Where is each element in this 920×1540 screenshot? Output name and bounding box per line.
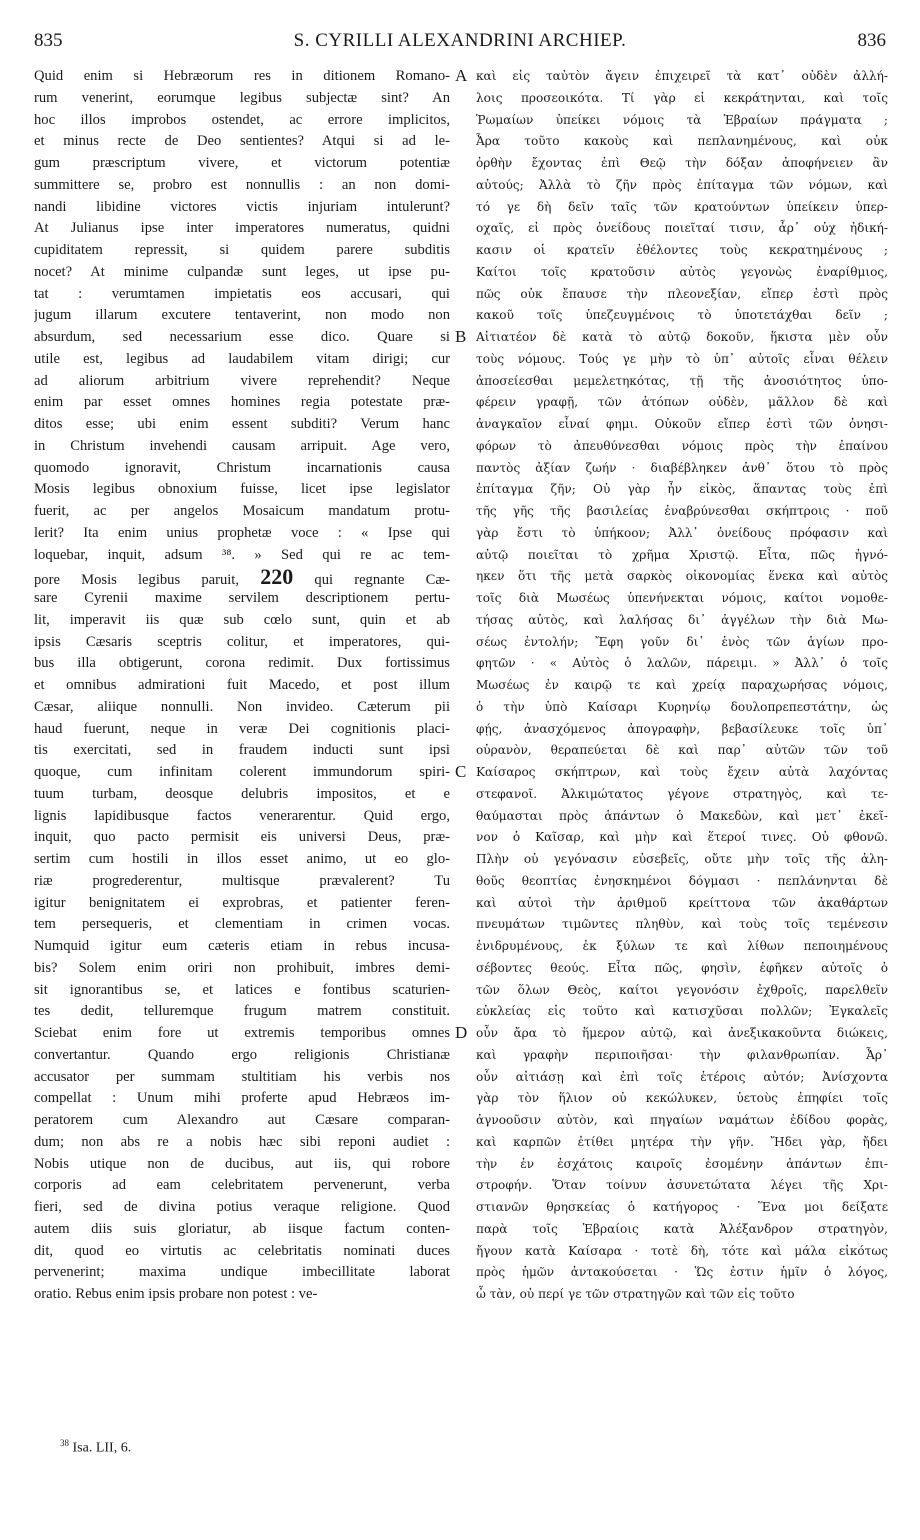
latin-line: peratorem cum Alexandro aut Cæsare comparan-	[34, 1112, 450, 1128]
latin-line: cupiditatem repressit, si quidem parere subditis	[34, 242, 450, 258]
latin-line: autem diis suis gloriatur, ab iisque factum conten-	[34, 1220, 450, 1237]
greek-line: Καίσαρος σκήπτρων, καὶ τοὺς ἔχειν αὐτὰ λαχόντας	[476, 765, 888, 779]
latin-line: utile est, legibus ad laudabilem vitam dirigi; cur	[34, 350, 450, 367]
latin-line: ipsis Cæsaris sceptris colitur, et imperatores, qui-	[34, 633, 450, 650]
greek-line: θαύμασται πρὸς ἁπάντων ὁ Μακεδὼν, καὶ μετ᾽ ἐκεῖ-	[476, 808, 888, 823]
latin-line: sertim cum hostili in illos esset animo, ut eo glo-	[34, 851, 450, 867]
footnote-number: 38	[60, 1438, 69, 1448]
latin-line: tes dedit, telluremque frugum matrem constituit.	[34, 1003, 450, 1020]
greek-column	[476, 66, 888, 1306]
latin-line: igitur benignitatem ei exprobras, et patienter feren-	[34, 894, 450, 911]
greek-line: φέρειν γραφῇ, τῶν ἀτόπων οὐδὲν, μᾶλλον δὲ καὶ	[476, 395, 888, 410]
section-marker-c: C	[455, 762, 467, 781]
latin-line: Mosis legibus obnoxium fuisse, licet ipse legislator	[34, 481, 450, 498]
latin-line: tat : verumtamen impietatis eos accusari, qui	[34, 285, 450, 302]
greek-line: τήσας αὐτὸς, καὶ λαλήσας δι᾽ ἀγγέλων τὴν διὰ Μω-	[476, 612, 888, 627]
latin-line: convertantur. Quando ergo religionis Christianæ	[34, 1046, 450, 1063]
page-header	[34, 30, 886, 60]
greek-line: στροφήν. Ὅταν τοίνυν ἀσυνετώτατα λέγει τῆς Χρι-	[476, 1178, 888, 1193]
greek-line: Ῥωμαίων ὑπείκει νόμοις τὰ Ἑβραίων πράγματα ;	[476, 112, 888, 127]
greek-line: γὰρ τὸν ἥλιον οὐ κεκώλυκεν, ὑετοὺς ἐπηφίει τοῖς	[476, 1091, 888, 1106]
column-number-marker: 220	[260, 566, 294, 588]
latin-column	[34, 66, 450, 1306]
footnote-text: Isa. LII, 6.	[72, 1440, 132, 1456]
greek-line: Καίτοι τοῖς κρατοῦσιν αὐτὸς γεγονὼς ἐναρίθμιος,	[476, 264, 888, 279]
section-marker-a: A	[455, 66, 468, 85]
latin-line: et minus recte de Deo sentientes? Atqui si ad le-	[34, 133, 450, 150]
greek-line: καὶ εἰς ταὐτὸν ἄγειν ἐπιχειρεῖ τὰ κατ᾽ οὐδὲν ἀλλή-	[476, 69, 888, 83]
greek-line: πρὸς ἡμῶν ἀντακούσεται · Ὥς ἐστιν ἡμῖν ὁ λόγος,	[476, 1265, 888, 1280]
latin-line: compellat : Unum mihi proferte apud Hebræos im-	[34, 1090, 450, 1107]
latin-line: rum venerint, eorumque legibus subjectæ sint? An	[34, 89, 450, 106]
latin-line: inquit, quo pacto permisit eis universi Deus, præ-	[34, 829, 450, 846]
latin-line: nocet? At minime culpandæ sunt leges, ut ipse pu-	[34, 263, 450, 280]
latin-line: jugum illarum excutere tentaverint, non modo non	[34, 307, 450, 324]
greek-line: τό γε δὴ δεῖν ταῖς τῶν κρατούντων ὑπείκειν ὑπερ-	[476, 199, 888, 214]
latin-line: dum; non abs re a nobis hæc sibi reponi audiet :	[34, 1133, 450, 1150]
latin-line: enim par esset omnes homines regia potestate præ-	[34, 394, 450, 411]
greek-line: ηκεν ὅτι τῆς μετὰ σαρκὸς οἰκονομίας ἕνεκα καὶ αὐτὸς	[476, 569, 888, 584]
latin-line: dit, quod eo virtutis ac celebritatis nominati duces	[34, 1242, 450, 1259]
greek-line: παντὸς ἀξίαν ζωήν · διαβέβληκεν ἀνθ᾽ ὅτου τὸ πρὸς	[476, 460, 888, 475]
latin-line: Numquid igitur eum cæteris etiam in rebus incusa-	[34, 938, 450, 954]
greek-line: πῶς οὐκ ἔπαυσε τὴν πλεονεξίαν, εἴπερ ἐστὶ πρὸς	[476, 286, 888, 301]
latin-line: gum præscriptum vivere, et victorum potentiæ	[34, 155, 450, 171]
latin-line: in Christum invehendi causam arripuit. Age vero,	[34, 437, 450, 454]
right-column-number: 836	[857, 30, 886, 51]
left-column-number: 835	[34, 30, 63, 51]
greek-line: ἐνιδρυμένους, ἐκ ξύλων τε καὶ λίθων πεποιημένους	[476, 939, 888, 953]
latin-line: bis? Solem enim oriri non prohibuit, imbres demi-	[34, 959, 450, 976]
greek-line: καὶ αὐτοὶ τὴν ἀριθμοῦ κρείττονα τῶν ἀκαθάρτων	[476, 895, 888, 910]
latin-line: haud fuerunt, neque in veræ Dei cognitionis placi-	[34, 720, 450, 737]
latin-line: fuerit, ac per angelos Mosaicum mandatum protu-	[34, 503, 450, 519]
greek-line: στεφανοῖ. Ἀλκιμώτατος γέγονε στρατηγὸς, καὶ τε-	[476, 786, 888, 801]
latin-line: tis exercitati, sed in fraudem inducti sunt ipsi	[34, 742, 450, 759]
greek-line: ἐπίταγμα ζῆν; Οὐ γὰρ ἦν εἰκὸς, ἅπαντας τοὺς ἐπὶ	[476, 482, 888, 497]
greek-line: σέως ἐντολήν; Ἔφη γοῦν δι᾽ ἑνὸς τῶν ἁγίων προ-	[476, 634, 888, 649]
greek-line: κασιν οἱ κρατεῖν ἐθέλοντες τοὺς κεκρατημένους ;	[476, 243, 888, 257]
greek-line: νον ὁ Καῖσαρ, καὶ μὴν καὶ ἕτεροί τινες. Οὐ φθονῶ.	[476, 830, 888, 845]
greek-line: τὴν ἐν ἐσχάτοις καιροῖς ἐσομένην ἁπάντων ἐπι-	[476, 1156, 888, 1171]
greek-line: ὦ τὰν, οὐ περί γε τῶν στρατηγῶν καὶ τῶν εἰς τοῦτο	[476, 1287, 795, 1301]
greek-line: τοῖς διὰ Μωσέως ὑπενήνεκται νόμοις, καίτοι νομοθε-	[476, 591, 888, 605]
greek-line: παρὰ τοῖς Ἑβραίοις κατὰ Ἀλέξανδρον στρατηγὸν,	[476, 1221, 888, 1236]
latin-line: sit ignorantibus se, et latices e fontibus scaturien-	[34, 981, 450, 998]
section-marker-b: B	[455, 327, 467, 346]
greek-line: τῆς γῆς τῆς βασιλείας ἐναβρύνεσθαι σκήπτροις · ποῦ	[476, 504, 888, 518]
greek-line: ὁ τὴν ὑπὸ Καίσαρι Κυρηνίῳ δουλοπρεπεστάτην, ὡς	[476, 699, 888, 714]
latin-line: nandi libidine victores victis injuriam intulerunt?	[34, 198, 450, 215]
section-marker-d: D	[455, 1023, 468, 1042]
greek-line: στιανῶν θρησκείας ὁ κατήγορος · Ἕνα μοι δείξατε	[476, 1200, 888, 1214]
greek-line: οὖν ἄρα τὸ ἥμερον αὐτῷ, καὶ ἀνεξικακοῦντα διώκεις,	[476, 1026, 888, 1040]
latin-line: Nobis utique non de ducibus, aut iis, qui robore	[34, 1155, 450, 1172]
latin-line: quoque, cum infinitam colerent immundorum spiri-	[34, 764, 450, 780]
greek-line: σέβοντες θεούς. Εἶτα πῶς, φησὶν, ἐφῆκεν αὐτοῖς ὁ	[476, 960, 888, 975]
greek-line: ἀναγκαῖον εἶναί φημι. Οὐκοῦν εἴπερ ἐστὶ τῶν ὀνησι-	[476, 417, 888, 431]
latin-line: lit, imperavit iis quæ sub cœlo sunt, quin et ab	[34, 611, 450, 628]
greek-line: Μωσέως ἐν καιρῷ τε καὶ χρείᾳ παραχωρήσας νόμοις,	[476, 678, 888, 692]
latin-line: Sciebat enim fore ut extremis temporibus omnes	[34, 1025, 450, 1041]
greek-line: τοὺς νόμους. Τούς γε μὴν τὸ ὑπ᾽ αὐτοῖς εἶναι θέλειν	[476, 351, 888, 366]
greek-line: φητῶν · « Αὐτὸς ὁ λαλῶν, πάρειμι. » Ἀλλ᾽ ὁ τοῖς	[476, 656, 888, 671]
latin-line: quomodo ignoravit, Christum incarnationis causa	[34, 459, 450, 476]
latin-line-text: pore Mosis legibus paruit,	[34, 572, 240, 588]
latin-line: tuum turbam, deosque delubris impositos, et e	[34, 785, 450, 802]
latin-line: fieri, sed de divina potius veraque religione. Quod	[34, 1199, 450, 1215]
latin-line: et omnibus admirationi fuit Macedo, et post illum	[34, 677, 450, 693]
latin-line: tem persequeris, et clementiam in crimen vocas.	[34, 916, 450, 933]
greek-line: γὰρ ἔστι τὸ ὑπήκοον; Ἀλλ᾽ ὀνείδους πρόφασιν καὶ	[476, 525, 888, 540]
latin-line: At Julianus ipse inter imperatores numeratus, quidni	[34, 220, 450, 237]
greek-line: αὐτούς; Ἀλλὰ τὸ ζῆν πρὸς ἐπίταγμα τῶν νόμων, καὶ	[476, 177, 888, 192]
greek-line: Ἆρα τοῦτο κακοὺς καὶ πεπλανημένους, καὶ οὐκ	[476, 134, 888, 149]
latin-line: loquebar, inquit, adsum ³⁸. » Sed qui re ac tem-	[34, 546, 450, 563]
greek-line: ἀποσείεσθαι μεμελετηκότας, τῇ τῆς ἀνοσιότητος ὑπο-	[476, 373, 888, 388]
latin-line: pervenerint; maxima undique imbecillitate laborat	[34, 1264, 450, 1281]
latin-line: Quid enim si Hebræorum res in ditionem Romano-	[34, 68, 450, 84]
latin-line: riæ progrederentur, multisque prævalerent? Tu	[34, 872, 450, 889]
greek-line: οὐρανὸν, θεραπεύεται δὲ καὶ παρ᾽ αὐτῶν τῶν τοῦ	[476, 743, 888, 758]
latin-line: sare Cyrenii maxime servilem descriptionem pertu-	[34, 590, 450, 606]
greek-line: φῄς, ἀνασχόμενος ἀπογραφὴν, βεβασίλευκε τοῖς ὑπ᾽	[476, 721, 888, 736]
latin-line: ad aliorum arbitrium vivere reprehendit? Neque	[34, 372, 450, 389]
greek-line: θοῦς θεοπτίας ἐνησκημένοι δόγμασι · πεπλάνηνται δὲ	[476, 873, 888, 888]
latin-line-tail: qui regnante Cæ-	[314, 572, 450, 588]
latin-line: hoc illos improbos ostendet, ac errore implicitos,	[34, 111, 450, 128]
latin-line: lignis lapidibusque factos venerarentur. Quid ergo,	[34, 807, 450, 824]
greek-line: κακοῦ τοῖς ὑπεζευγμένοις τὸ ὑποτετάχθαι δεῖν ;	[476, 308, 888, 323]
latin-line: oratio. Rebus enim ipsis probare non potest : ve-	[34, 1286, 318, 1302]
latin-line	[34, 566, 450, 588]
latin-line: accusator per summam stultitiam his verbis nos	[34, 1068, 450, 1085]
latin-line: summittere se, probro est nonnullis : an non domi-	[34, 176, 450, 193]
latin-line: lerit? Ita enim unius prophetæ voce : « Ipse qui	[34, 524, 450, 541]
greek-line: οχαῖς, εἰ πρὸς ὀνείδους ποιεῖταί τισιν, ἆρ᾽ οὐχ ἠδική-	[476, 221, 888, 236]
greek-line: οὖν αἰτιάσῃ καὶ ἐπὶ τοῖς ἑτέροις αὐτόν; Ἀνίσχοντα	[476, 1069, 888, 1084]
greek-line: ἤγουν κατὰ Καίσαρα · τοτὲ δὴ, τότε καὶ μάλα εἰκότως	[476, 1243, 888, 1258]
greek-line: αὐτῷ ποιεῖται τὸ χρῆμα Χριστῷ. Εἶτα, πῶς ἠγνό-	[476, 547, 888, 562]
greek-line: τῶν ὅλων Θεὸς, καίτοι γεγονόσιν ἐχθροῖς, παρελθεῖν	[476, 982, 888, 997]
greek-line: Αἰτιατέον δὲ κατὰ τὸ αὐτῷ δοκοῦν, ἥκιστα μὲν οὖν	[476, 330, 888, 344]
latin-line: corporis ad eam celebritatem pervenerunt, verba	[34, 1177, 450, 1194]
greek-line: φόρων τὸ ἀπευθύνεσθαι νόμοις πρὸς τὴν ἐπαίνου	[476, 438, 888, 453]
running-title: S. CYRILLI ALEXANDRINI ARCHIEP.	[293, 30, 627, 51]
greek-line: εὐκλείας εἰς τοῦτο καὶ κατισχῦσαι πολλῶν; Ἐγκαλεῖς	[476, 1004, 888, 1019]
latin-line: bus illa obtigerunt, corona redimit. Dux fortissimus	[34, 655, 450, 672]
latin-line: ditos esse; ubi enim essent subditi? Verum hanc	[34, 416, 450, 432]
greek-line: Πλὴν οὐ γεγόνασιν εὐσεβεῖς, οὔτε μὴν τοῖς τῆς ἀλη-	[476, 852, 888, 866]
greek-line: πνευμάτων τιμῶντες πληθὺν, καὶ τοὺς τοῖς τεμένεσιν	[476, 917, 888, 932]
latin-line: Cæsar, aliique nonnulli. Non invideo. Cæterum pii	[34, 698, 450, 715]
latin-line: absurdum, sed necessarium esse dico. Quare si	[34, 329, 450, 345]
greek-line: ὀρθὴν ἔχοντας ἐπὶ Θεῷ τὴν δόξαν ἀποφήνειεν ἂν	[476, 156, 888, 170]
greek-line: καὶ γραφὴν περιποιῆσαι· τὴν φιλανθρωπίαν. Ἆρ᾽	[476, 1047, 888, 1062]
greek-line: καὶ καρπῶν ἐτίθει μητέρα τὴν γῆν. Ἤδει γὰρ, ἤδει	[476, 1134, 888, 1149]
greek-line: ἀγνοοῦσιν αὐτὸν, καὶ πηγαίων ναμάτων ἐδίδου φορὰς,	[476, 1113, 888, 1127]
greek-line: λοις προσεοικότα. Τί γὰρ εἰ κεκράτηνται, καὶ τοῖς	[476, 90, 888, 105]
footnote	[60, 1438, 131, 1457]
